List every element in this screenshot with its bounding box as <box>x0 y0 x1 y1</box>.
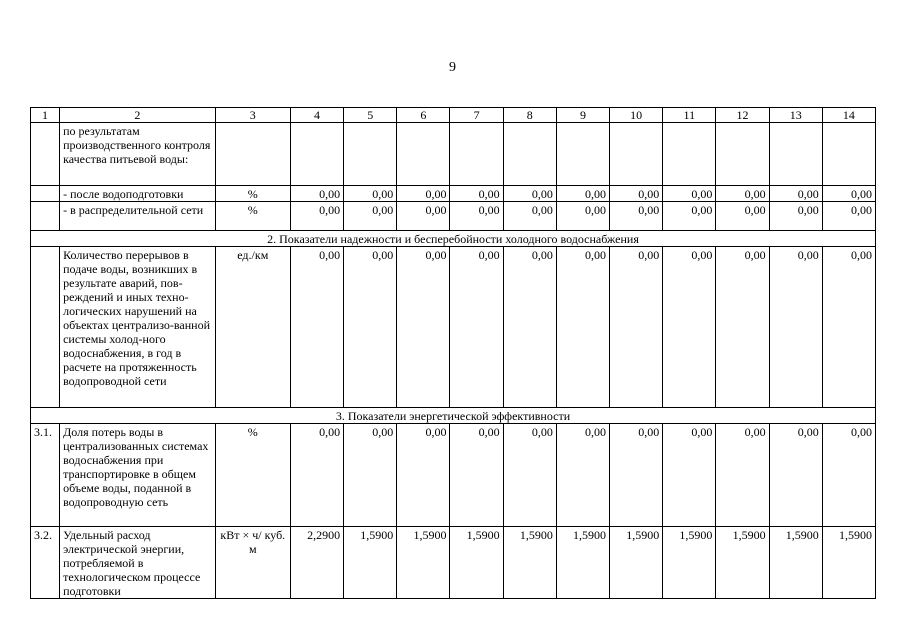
value-cell: 0,00 <box>716 202 769 231</box>
column-header: 7 <box>450 108 503 123</box>
indicators-table <box>30 107 876 599</box>
value-cell: 0,00 <box>450 186 503 202</box>
value-cell: 0,00 <box>503 202 556 231</box>
value-cell: 0,00 <box>556 247 609 408</box>
row-name-cell: Количество перерывов в подаче воды, возникших в результате аварий, пов-реждений и иных техно-логических нарушений на объектах централизо-ванной системы холод-ного водоснабжения, в год в расчете на протяженность водопроводной сети <box>60 247 216 408</box>
value-cell: 0,00 <box>556 186 609 202</box>
value-cell: 0,00 <box>290 186 343 202</box>
table-row <box>31 424 876 527</box>
value-cell: 0,00 <box>716 186 769 202</box>
value-cell: 1,5900 <box>556 527 609 599</box>
column-header: 1 <box>31 108 60 123</box>
value-cell: 0,00 <box>397 424 450 527</box>
row-name-cell: по результатам производственного контроля качества питьевой воды: <box>60 123 216 186</box>
value-cell: 0,00 <box>344 247 397 408</box>
value-cell: 0,00 <box>822 186 875 202</box>
value-cell: 1,5900 <box>610 527 663 599</box>
value-cell <box>769 123 822 186</box>
value-cell: 0,00 <box>663 186 716 202</box>
row-id-cell <box>31 202 60 231</box>
row-unit-cell: кВт × ч/ куб. м <box>215 527 290 599</box>
row-unit-cell: % <box>215 424 290 527</box>
column-header: 2 <box>60 108 216 123</box>
table-body <box>31 108 876 599</box>
value-cell: 0,00 <box>716 247 769 408</box>
row-unit-cell: % <box>215 186 290 202</box>
row-id-cell <box>31 123 60 186</box>
value-cell: 0,00 <box>610 247 663 408</box>
value-cell: 0,00 <box>610 424 663 527</box>
value-cell: 0,00 <box>344 186 397 202</box>
value-cell: 0,00 <box>663 202 716 231</box>
header-row <box>31 108 876 123</box>
value-cell: 0,00 <box>397 202 450 231</box>
row-id-cell <box>31 186 60 202</box>
value-cell: 0,00 <box>556 424 609 527</box>
value-cell: 0,00 <box>290 202 343 231</box>
value-cell: 0,00 <box>769 202 822 231</box>
section-header-row <box>31 231 876 247</box>
table-row <box>31 186 876 202</box>
value-cell <box>822 123 875 186</box>
row-unit-cell: ед./км <box>215 247 290 408</box>
value-cell: 0,00 <box>290 247 343 408</box>
column-header: 4 <box>290 108 343 123</box>
value-cell: 1,5900 <box>503 527 556 599</box>
value-cell: 1,5900 <box>716 527 769 599</box>
value-cell <box>716 123 769 186</box>
value-cell: 0,00 <box>769 186 822 202</box>
table-row <box>31 247 876 408</box>
value-cell: 0,00 <box>397 186 450 202</box>
column-header: 10 <box>610 108 663 123</box>
value-cell: 2,2900 <box>290 527 343 599</box>
value-cell: 0,00 <box>716 424 769 527</box>
value-cell: 0,00 <box>610 202 663 231</box>
column-header: 11 <box>663 108 716 123</box>
value-cell <box>503 123 556 186</box>
value-cell: 0,00 <box>663 247 716 408</box>
value-cell: 0,00 <box>663 424 716 527</box>
value-cell: 0,00 <box>450 202 503 231</box>
value-cell: 0,00 <box>769 424 822 527</box>
value-cell: 1,5900 <box>769 527 822 599</box>
value-cell: 0,00 <box>503 186 556 202</box>
column-header: 14 <box>822 108 875 123</box>
value-cell: 0,00 <box>556 202 609 231</box>
value-cell: 0,00 <box>822 202 875 231</box>
table-row <box>31 527 876 599</box>
value-cell <box>556 123 609 186</box>
value-cell: 1,5900 <box>822 527 875 599</box>
value-cell: 0,00 <box>450 247 503 408</box>
value-cell: 1,5900 <box>663 527 716 599</box>
row-name-cell: - в распределительной сети <box>60 202 216 231</box>
value-cell: 1,5900 <box>450 527 503 599</box>
value-cell: 1,5900 <box>344 527 397 599</box>
value-cell: 0,00 <box>344 202 397 231</box>
value-cell <box>663 123 716 186</box>
row-id-cell: 3.1. <box>31 424 60 527</box>
value-cell: 0,00 <box>503 424 556 527</box>
value-cell: 1,5900 <box>397 527 450 599</box>
row-id-cell: 3.2. <box>31 527 60 599</box>
value-cell: 0,00 <box>397 247 450 408</box>
value-cell <box>397 123 450 186</box>
value-cell <box>610 123 663 186</box>
column-header: 12 <box>716 108 769 123</box>
value-cell <box>450 123 503 186</box>
value-cell: 0,00 <box>450 424 503 527</box>
row-name-cell: Удельный расход электрической энергии, потребляемой в технологическом процессе подготовки <box>60 527 216 599</box>
value-cell: 0,00 <box>503 247 556 408</box>
value-cell <box>290 123 343 186</box>
section-header-row <box>31 408 876 424</box>
section-title: 2. Показатели надежности и бесперебойности холодного водоснабжения <box>31 231 876 247</box>
page-number: 9 <box>449 60 456 75</box>
table-row <box>31 123 876 186</box>
value-cell: 0,00 <box>769 247 822 408</box>
value-cell: 0,00 <box>822 424 875 527</box>
row-unit-cell <box>215 123 290 186</box>
table-row <box>31 202 876 231</box>
value-cell: 0,00 <box>344 424 397 527</box>
value-cell: 0,00 <box>822 247 875 408</box>
section-title: 3. Показатели энергетической эффективности <box>31 408 876 424</box>
row-id-cell <box>31 247 60 408</box>
value-cell: 0,00 <box>610 186 663 202</box>
row-unit-cell: % <box>215 202 290 231</box>
row-name-cell: Доля потерь воды в централизованных системах водоснабжения при транспортировке в общем объеме воды, поданной в водопроводную сеть <box>60 424 216 527</box>
value-cell <box>344 123 397 186</box>
row-name-cell: - после водоподготовки <box>60 186 216 202</box>
value-cell: 0,00 <box>290 424 343 527</box>
column-header: 13 <box>769 108 822 123</box>
column-header: 9 <box>556 108 609 123</box>
column-header: 6 <box>397 108 450 123</box>
column-header: 5 <box>344 108 397 123</box>
column-header: 3 <box>215 108 290 123</box>
column-header: 8 <box>503 108 556 123</box>
